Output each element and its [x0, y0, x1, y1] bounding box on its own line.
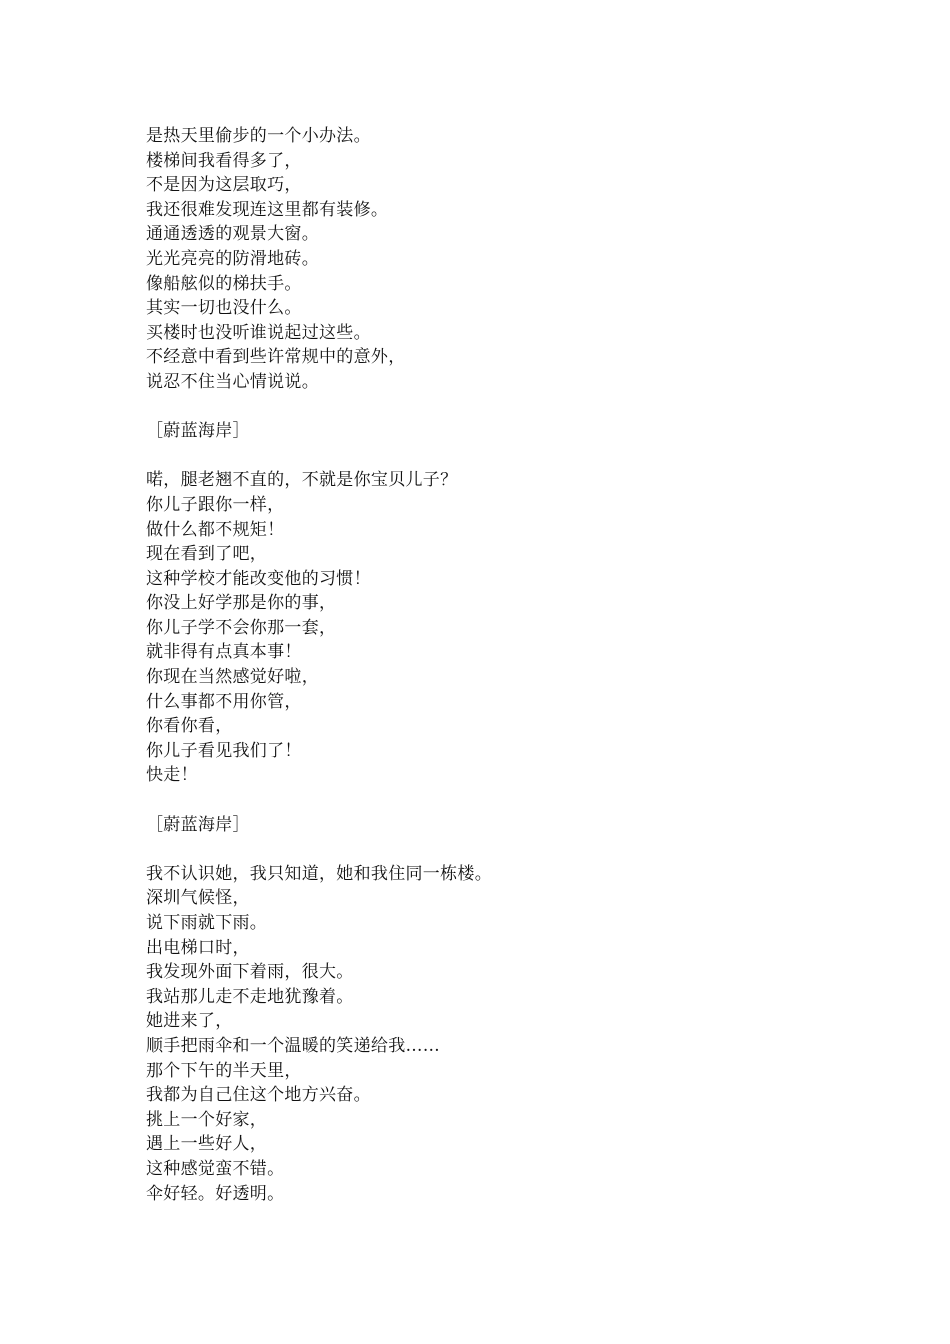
- text-line: 顺手把雨伞和一个温暖的笑递给我……: [146, 1035, 441, 1056]
- text-line: 她进来了，: [146, 1011, 233, 1032]
- text-line: 是热天里偷步的一个小办法。: [146, 126, 371, 146]
- text-line: 我还很难发现连这里都有装修。: [146, 199, 389, 220]
- text-line: 那个下午的半天里，: [146, 1060, 302, 1081]
- text-line: 买楼时也没听谁说起过这些。: [146, 322, 371, 343]
- text-line: 不是因为这层取巧，: [146, 175, 302, 196]
- text-line: 你没上好学那是你的事，: [146, 593, 337, 614]
- text-line: 我不认识她，我只知道，她和我住同一栋楼。: [146, 863, 492, 884]
- text-line: 楼梯间我看得多了，: [146, 150, 302, 171]
- blank-line: [146, 444, 906, 469]
- text-line: 做什么都不规矩！: [146, 519, 285, 540]
- text-line: 这种感觉蛮不错。: [146, 1158, 285, 1179]
- blank-line: [146, 788, 906, 813]
- text-line: 你儿子学不会你那一套，: [146, 617, 337, 638]
- text-line: 说忍不住当心情说说。: [146, 371, 319, 392]
- text-line: 现在看到了吧，: [146, 544, 268, 565]
- text-line: 这种学校才能改变他的习惯！: [146, 568, 371, 589]
- stanza-3: [146, 862, 906, 1206]
- text-line: 不经意中看到些许常规中的意外，: [146, 347, 406, 368]
- section-tag: ［蔚蓝海岸］: [146, 814, 250, 835]
- text-line: 什么事都不用你管，: [146, 691, 302, 712]
- text-line: 通通透透的观景大窗。: [146, 224, 319, 245]
- text-line: 你现在当然感觉好啦，: [146, 667, 319, 688]
- stanza-2: [146, 468, 906, 788]
- document-page: [146, 124, 906, 1206]
- text-line: 光光亮亮的防滑地砖。: [146, 248, 319, 269]
- blank-line: [146, 837, 906, 862]
- text-line: 说下雨就下雨。: [146, 913, 268, 933]
- text-line: 喏，腿老翘不直的，不就是你宝贝儿子？: [146, 470, 458, 491]
- text-line: 挑上一个好家，: [146, 1109, 268, 1130]
- text-line: 像船舷似的梯扶手。: [146, 273, 302, 294]
- text-line: 你看你看，: [146, 716, 233, 737]
- text-line: 深圳气候怪，: [146, 888, 250, 909]
- text-line: 快走！: [146, 765, 198, 786]
- text-line: 我站那儿走不走地犹豫着。: [146, 986, 354, 1007]
- text-line: 我发现外面下着雨，很大。: [146, 962, 354, 983]
- text-line: 伞好轻。好透明。: [146, 1183, 285, 1204]
- text-line: 遇上一些好人，: [146, 1134, 268, 1155]
- text-line: 出电梯口时，: [146, 937, 250, 958]
- text-line: 我都为自己住这个地方兴奋。: [146, 1085, 371, 1106]
- blank-line: [146, 395, 906, 420]
- text-line: 就非得有点真本事！: [146, 642, 302, 663]
- stanza-1: [146, 124, 906, 395]
- text-line: 其实一切也没什么。: [146, 298, 302, 319]
- text-line: 你儿子看见我们了！: [146, 740, 302, 761]
- text-line: 你儿子跟你一样，: [146, 494, 285, 515]
- section-tag: ［蔚蓝海岸］: [146, 421, 250, 442]
